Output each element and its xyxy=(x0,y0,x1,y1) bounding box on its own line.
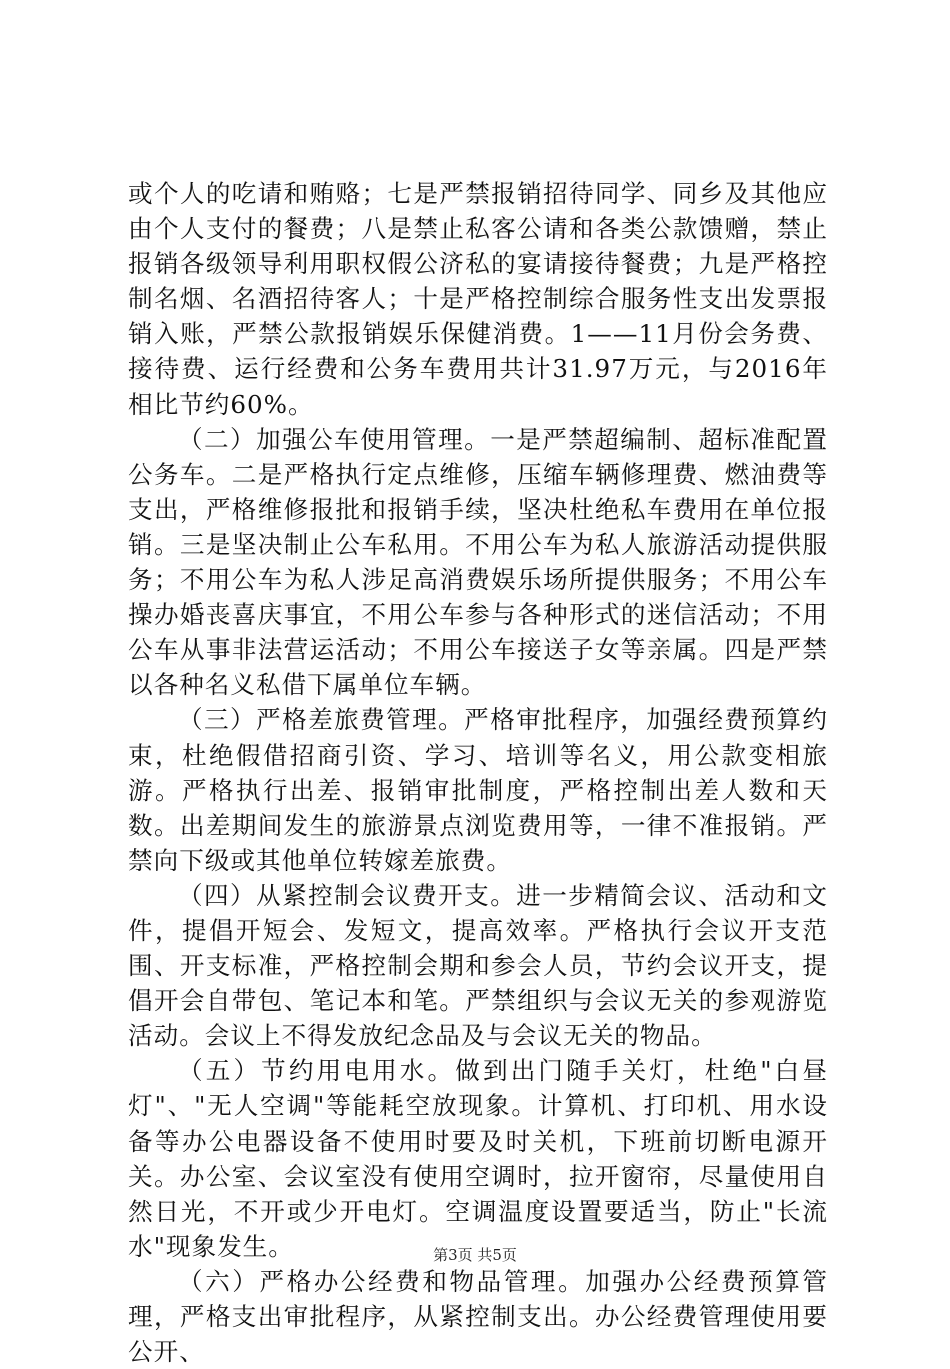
paragraph-meeting-expenses: （四）从紧控制会议费开支。进一步精简会议、活动和文件，提倡开短会、发短文，提高效率。严格执行会议开支范围、开支标准，严格控制会期和参会人员，节约会议开支，提倡开会自带包、笔记本和笔。严禁组织与会议无关的参观游览活动。会议上不得发放纪念品及与会议无关的物品。 xyxy=(128,880,828,1051)
paragraph-travel-expenses: （三）严格差旅费管理。严格审批程序，加强经费预算约束，杜绝假借招商引资、学习、培训等名义，用公款变相旅游。严格执行出差、报销审批制度，严格控制出差人数和天数。出差期间发生的旅游景点浏览费用等，一律不准报销。严禁向下级或其他单位转嫁差旅费。 xyxy=(128,705,828,875)
paragraph-official-vehicles: （二）加强公车使用管理。一是严禁超编制、超标准配置公务车。二是严格执行定点维修，压缩车辆修理费、燃油费等支出，严格维修报批和报销手续，坚决杜绝私车费用在单位报销。三是坚决制止公车私用。不用公车为私人旅游活动提供服务；不用公车为私人涉足高消费娱乐场所提供服务；不用公车操办婚丧喜庆事宜，不用公车参与各种形式的迷信活动；不用公车从事非法营运活动；不用公车接送子女等亲属。四是严禁以各种名义私借下属单位车辆。 xyxy=(128,424,828,700)
paragraph-office-expenses: （六）严格办公经费和物品管理。加强办公经费预算管理，严格支出审批程序，从紧控制支出。办公经费管理使用要公开、 xyxy=(128,1266,828,1367)
paragraph-electricity-water: （五）节约用电用水。做到出门随手关灯，杜绝"白昼灯"、"无人空调"等能耗空放现象。计算机、打印机、用水设备等办公电器设备不使用时要及时关机，下班前切断电源开关。办公室、会议室没有使用空调时，拉开窗帘，尽量使用自然日光，不开或少开电灯。空调温度设置要适当，防止"长流水"现象发生。 xyxy=(128,1056,828,1261)
document-body xyxy=(128,176,828,1369)
page-number-footer: 第3页 共5页 xyxy=(433,1246,517,1264)
paragraph-continuation: 或个人的吃请和贿赂；七是严禁报销招待同学、同乡及其他应由个人支付的餐费；八是禁止私客公请和各类公款馈赠，禁止报销各级领导利用职权假公济私的宴请接待餐费；九是严格控制名烟、名酒招待客人；十是严格控制综合服务性支出发票报销入账，严禁公款报销娱乐保健消费。1——11月份会务费、接待费、运行经费和公务车费用共计31.97万元，与2016年相比节约60%。 xyxy=(128,179,828,419)
